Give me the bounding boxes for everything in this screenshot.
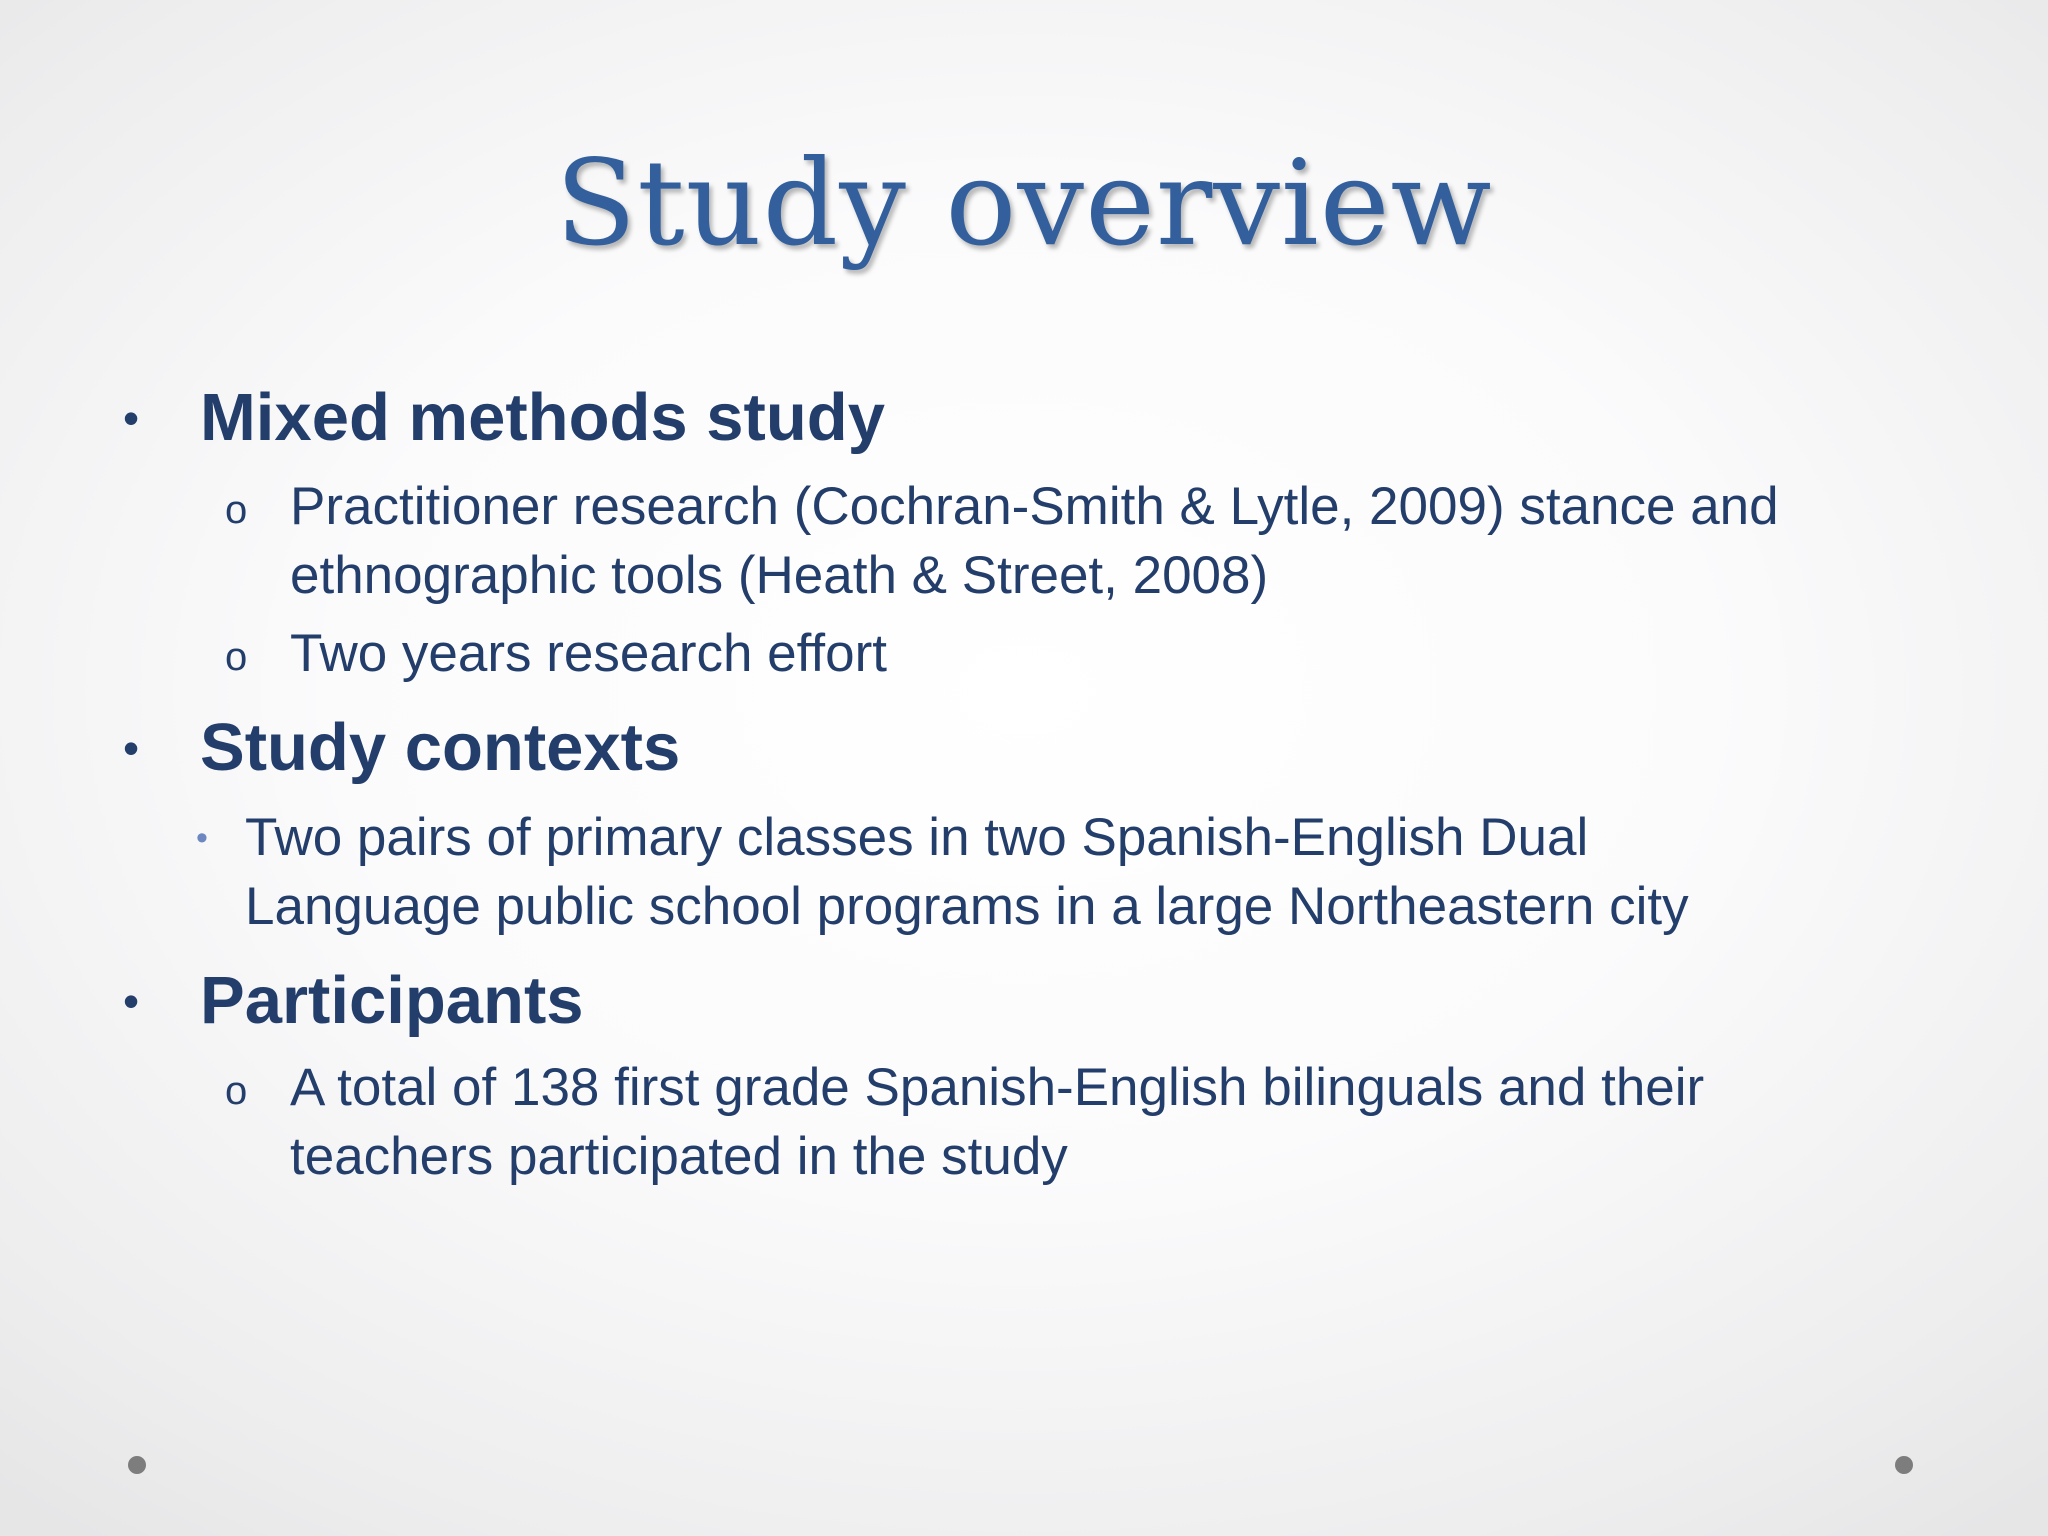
section-bullet-icon: • xyxy=(123,722,140,774)
corner-dot-left-icon xyxy=(128,1456,146,1474)
sub-item-text: ethnographic tools (Heath & Street, 2008) xyxy=(290,546,1269,605)
sub-item-text: Two years research effort xyxy=(290,624,888,683)
sub-bullet-circle-icon: o xyxy=(225,488,248,532)
sub-bullet-dot-icon: • xyxy=(196,819,208,857)
section-bullet-icon: • xyxy=(123,975,140,1027)
section-heading-study-contexts: Study contexts xyxy=(200,710,681,785)
sub-item-text: A total of 138 first grade Spanish-English bilinguals and their xyxy=(290,1058,1705,1117)
section-bullet-icon: • xyxy=(123,392,140,444)
section-heading-participants: Participants xyxy=(200,963,584,1038)
sub-item-text: Practitioner research (Cochran-Smith & Lytle, 2009) stance and xyxy=(290,477,1779,536)
sub-bullet-circle-icon: o xyxy=(225,1069,248,1113)
sub-item-text: Two pairs of primary classes in two Spanish-English Dual xyxy=(245,808,1589,867)
sub-item-text: Language public school programs in a large Northeastern city xyxy=(245,877,1689,936)
slide-title: Study overview xyxy=(555,134,1493,272)
sub-item-text: teachers participated in the study xyxy=(290,1127,1068,1186)
sub-bullet-circle-icon: o xyxy=(225,635,248,679)
section-heading-mixed-methods: Mixed methods study xyxy=(200,380,885,455)
corner-dot-right-icon xyxy=(1895,1456,1913,1474)
